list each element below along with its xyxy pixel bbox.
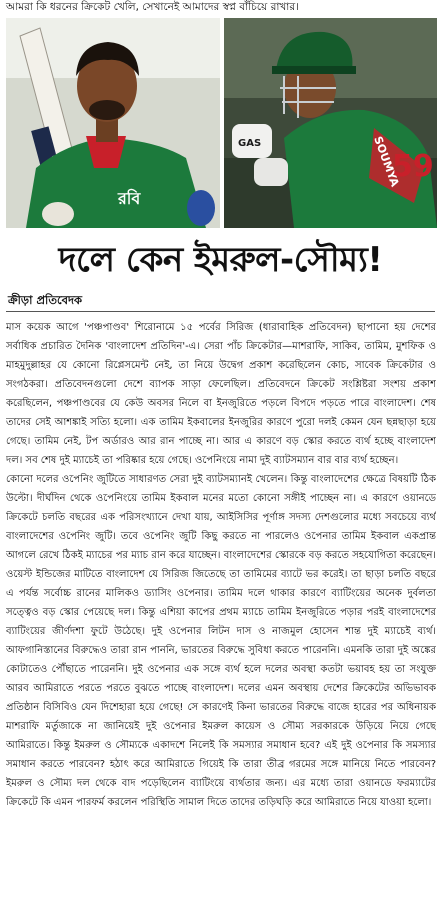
photo-soumya-sarkar [224, 18, 437, 228]
paragraph-2: কোনো দলের ওপেনিং জুটিতে সাধারণত সেরা দুই ব্যাটসম্যানই খেলেন। কিন্তু বাংলাদেশের ক্ষেত্রে বিষয়টি ঠিক উল্টো। দীর্ঘদিন থেকে ওপেনিংয়ে তামিম ইকবাল মনের মতো কোনো সঙ্গীই পাচ্ছেন না। এ কারণে ওয়ানডে ক্রিকেটে চলতি বছরের এক পরিসংখ্যানে দেখা যায়, আইসিসির পূর্ণাঙ্গ সদস্য দেশগুলোর মধ্যে সবচেয়ে ব্যর্থ বাংলাদেশের ওপেনিং জুটি। তবে ওপেনিং জুটি কিছু করতে না পারলেও ওপেনার তামিম ইকবাল একপ্রান্ত আগলে রেখে ঠিকই ম্যাচের পর ম্যাচ রান করে যাচ্ছেন। বাংলাদেশের স্কোরকে বড় করতে সহযোগিতা করেছেন। ওয়েস্ট ইন্ডিজের মাটিতে বাংলাদেশ যে সিরিজ জিতেছে তা তামিমের ব্যাটে ভর করেই। তা ছাড়া চলতি বছরে এ পর্যন্ত সর্বোচ্চ রানের মালিকও ড্যাসিং ওপেনার। তামিম দলে থাকার কারণে ব্যাটিংয়ের অনেক দুর্বলতা সত্ত্বেও বড় স্কোর পেয়েছে দল। কিন্তু এশিয়া কাপের প্রথম ম্যাচে তামিম ইনজুরিতে পড়ার পরই বাংলাদেশের ব্যাটিংয়ের জীর্ণদশা ফুটে উঠেছে। দুই ওপেনার লিটন দাস ও নাজমুল হোসেন শান্ত দুই ম্যাচেই ব্যর্থ। আফগানিস্তানের বিরুদ্ধেও তারা রান পাননি, ভারতের বিরুদ্ধে সুবিধা করতে পারেননি। এমনকি তারা দুই অঙ্কের কোটাতেও পৌঁছাতে পারেননি। দুই ওপেনার এক সঙ্গে ব্যর্থ হলে দলের অবস্থা কতটা ভয়াবহ হয় তা সংযুক্ত আরব আমিরাতে পরতে পরতে বুঝতে পাচ্ছে বাংলাদেশ। দলের এমন অবস্থায় দেশের ক্রিকেটের অভিভাবক প্রতিষ্ঠান বিসিবিও যেন দিশেহারা হয়ে গেছে! সে কারণেই কিনা ভারতের বিরুদ্ধে বাজে হারের পর অধিনায়ক মাশরাফি মর্তুজাকে না জানিয়েই দুই ওপেনার ইমরুল কায়েস ও সৌম্য সরকারকে উড়িয়ে নিয়ে গেছে আমিরাতে। কিন্তু ইমরুল ও সৌম্যকে একাদশে নিলেই কি সমস্যার সমাধান হবে? এই দুই ওপেনার কি সমস্যার সমাধান করতে পারবেন? হঠাৎ করে আমিরাতে গিয়েই কি তারা তীব্র গরমের সঙ্গে মানিয়ে নিতে পারবেন? ইমরুল ও সৌম্য দল থেকে বাদ পড়েছিলেন ব্যাটিংয়ে ব্যর্থতার জন্য। এর মধ্যে তারা ওয়ানডে ফরম্যাটের ক্রিকেটে কি এমন পারফর্ম করলেন পরিস্থিতি সামাল দিতে তাদের তড়িঘড়ি করে আমিরাতে নিয়ে যাওয়া হলো। [6, 474, 436, 808]
article-body [6, 318, 436, 890]
photo-strip [6, 18, 437, 228]
paragraph-1: মাস কয়েক আগে 'পঞ্চপাণ্ডব' শিরোনামে ১৫ পর্বের সিরিজ (ধারাবাহিক প্রতিবেদন) ছাপানো হয় দেশের সর্বাধিক প্রচারিত দৈনিক 'বাংলাদেশ প্রতিদিন'-এ। সেরা পাঁচ ক্রিকেটার—মাশরাফি, সাকিব, তামিম, মুশফিক ও মাহমুদুল্লাহর যে কোনো রিপ্লেসমেন্ট নেই, তা নিয়ে উদ্বেগ প্রকাশ করেছিলেন কোচ, সাবেক ক্রিকেটার ও সংগঠকরা। প্রতিবেদনগুলো দেশে ব্যাপক সাড়া ফেলেছিল। প্রতিবেদনে ক্রিকেট সংশ্লিষ্টরা সংশয় প্রকাশ করেছিলেন, পঞ্চপাণ্ডবের যে কেউ অবসর নিলে বা ইনজুরিতে পড়লে বিপদে পড়তে পারে বাংলাদেশ। শেষ তাদের সেই আশঙ্কাই সত্যি হলো। এক তামিম ইকবালের ইনজুরির কারণে পুরো দলই কেমন যেন ছন্নছাড়া হয়ে গেছে। তামিম নেই, টপ অর্ডারও আর রান পাচ্ছে না। আর এ কারণে বড় স্কোর করতে ব্যর্থ হচ্ছে বাংলাদেশ দল। সব শেষ দুই ম্যাচেই তা পরিষ্কার হয়ে গেছে। ওপেনিংয়ে নামা দুই ব্যাটসম্যান বার বার ব্যর্থ হচ্ছেন। [6, 322, 436, 466]
photo-imrul-kayes [6, 18, 220, 228]
svg-text:SOUMYA: SOUMYA [371, 134, 402, 189]
svg-text:GAS: GAS [238, 138, 262, 149]
svg-text:রবি: রবি [118, 189, 141, 208]
svg-text:59: 59 [392, 149, 434, 184]
previous-article-tail: আমরা কি ধরনের ক্রিকেট খেলি, সেখানেই আমাদের স্বপ্ন বাঁচিয়ে রাখার। [6, 1, 299, 13]
headline: দলে কেন ইমরুল-সৌম্য! [58, 240, 383, 280]
byline: ক্রীড়া প্রতিবেদক [8, 293, 83, 307]
byline-divider [6, 311, 435, 312]
